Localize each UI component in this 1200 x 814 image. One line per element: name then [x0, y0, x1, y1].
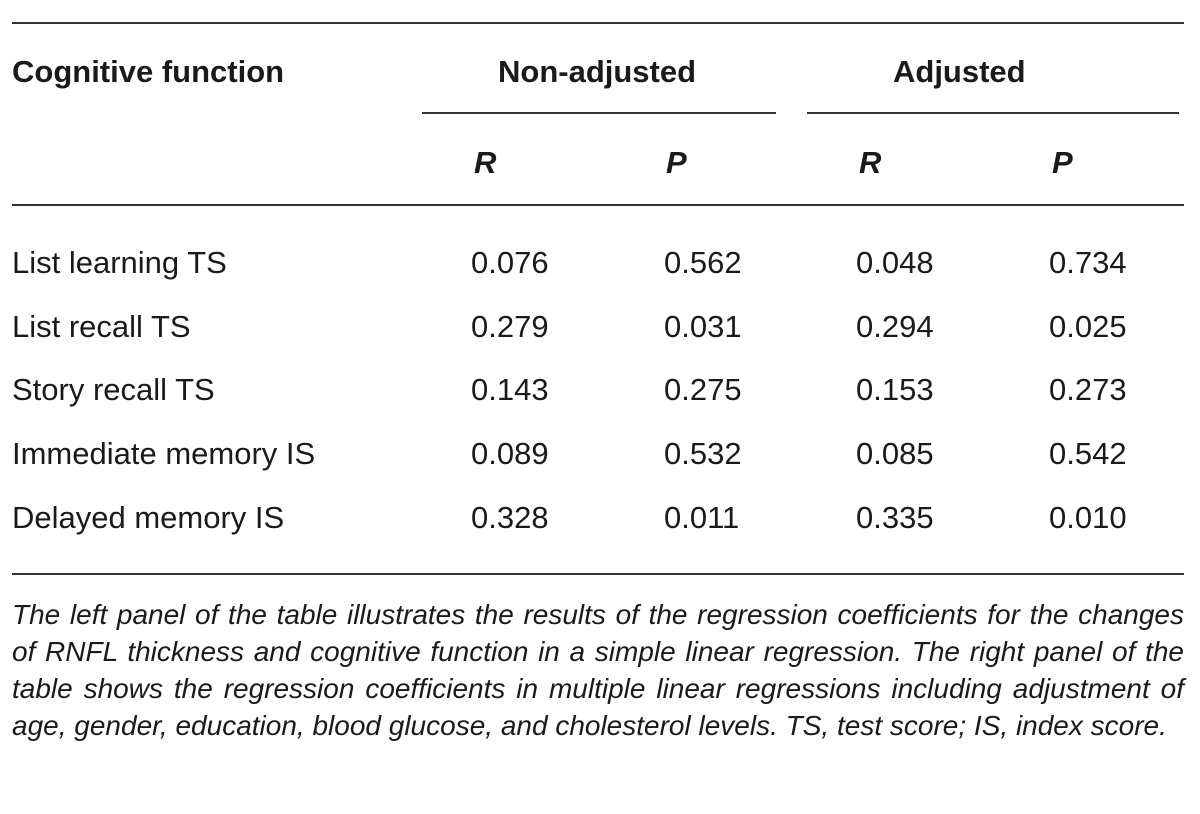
header-cognitive-function: Cognitive function: [12, 54, 285, 89]
subheader-nonadj-p: P: [666, 145, 687, 180]
cell-adj-r: 0.048: [856, 245, 934, 280]
row-label: Story recall TS: [12, 372, 215, 407]
cell-adj-r: 0.085: [856, 436, 934, 471]
subheader-nonadj-r: R: [474, 145, 497, 180]
cell-nonadj-p: 0.011: [664, 500, 740, 535]
header-adjusted: Adjusted: [893, 54, 1026, 89]
cell-adj-p: 0.734: [1049, 245, 1127, 280]
cell-nonadj-r: 0.143: [471, 372, 549, 407]
cell-adj-p: 0.010: [1049, 500, 1127, 535]
subheader-adj-r: R: [859, 145, 882, 180]
row-label: List learning TS: [12, 245, 227, 280]
group-rule-adjusted: [807, 112, 1179, 114]
cell-nonadj-r: 0.076: [471, 245, 549, 280]
row-label: List recall TS: [12, 309, 191, 344]
header-rule: [12, 204, 1184, 206]
row-label: Immediate memory IS: [12, 436, 316, 471]
cell-adj-p: 0.025: [1049, 309, 1127, 344]
header-non-adjusted: Non-adjusted: [498, 54, 697, 89]
cell-nonadj-r: 0.328: [471, 500, 549, 535]
cell-adj-r: 0.335: [856, 500, 934, 535]
regression-table: [12, 0, 1184, 814]
row-label: Delayed memory IS: [12, 500, 285, 535]
subheader-adj-p: P: [1052, 145, 1073, 180]
cell-adj-r: 0.153: [856, 372, 934, 407]
cell-adj-r: 0.294: [856, 309, 934, 344]
group-rule-non-adjusted: [422, 112, 776, 114]
cell-adj-p: 0.542: [1049, 436, 1127, 471]
bottom-rule: [12, 573, 1184, 575]
cell-nonadj-p: 0.562: [664, 245, 742, 280]
top-rule: [12, 22, 1184, 24]
cell-adj-p: 0.273: [1049, 372, 1127, 407]
cell-nonadj-p: 0.031: [664, 309, 742, 344]
cell-nonadj-p: 0.275: [664, 372, 742, 407]
cell-nonadj-r: 0.279: [471, 309, 549, 344]
cell-nonadj-p: 0.532: [664, 436, 742, 471]
table-caption: The left panel of the table illustrates the results of the regression coefficients for the changes of RNFL thickness and cognitive function in a simple linear regression. The right panel of the table shows the regression coefficients in multiple linear regressions including adjustment of age, gender, education, blood glucose, and cholesterol levels. TS, test score; IS, index score.: [12, 599, 1184, 741]
cell-nonadj-r: 0.089: [471, 436, 549, 471]
